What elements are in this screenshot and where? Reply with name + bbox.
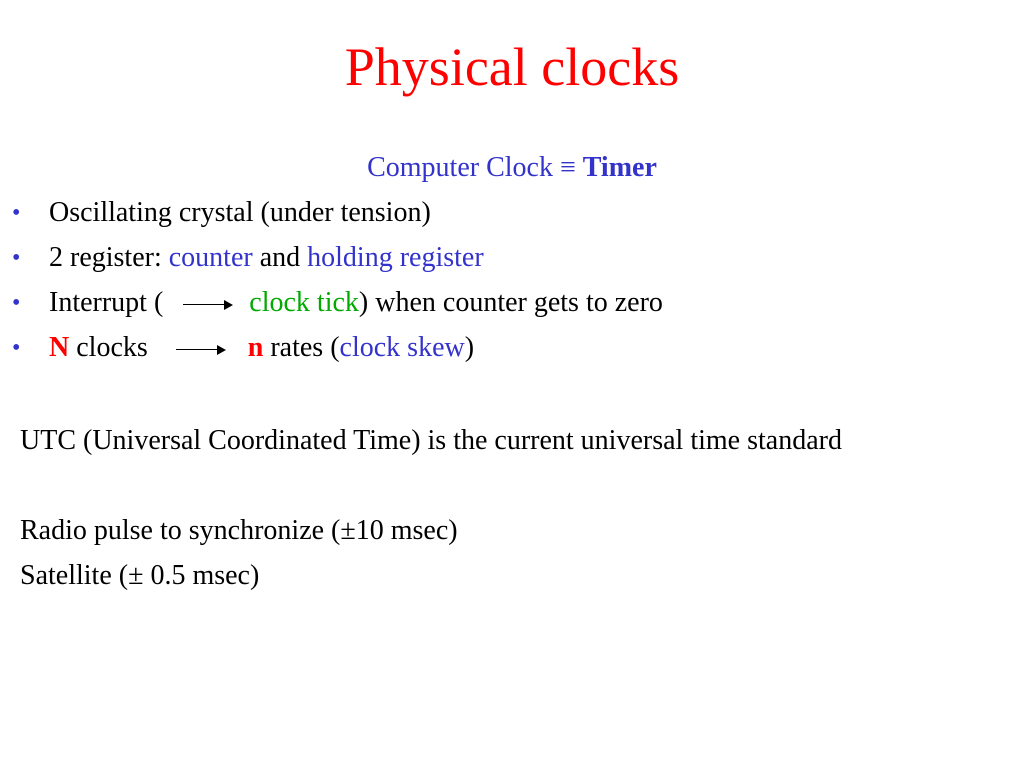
bullet-marker: • [12, 245, 21, 271]
bullet-item-3 [12, 285, 1012, 330]
term-clock-skew: clock skew [339, 332, 465, 363]
bullet-prefix: 2 register: [49, 242, 169, 273]
bullet-middle: clocks [69, 332, 148, 363]
bullet-list [12, 195, 1012, 375]
term-N: N [49, 332, 70, 363]
term-clock-tick: clock tick [249, 287, 359, 318]
term-holding-register: holding register [307, 242, 484, 273]
bullet-text: Oscillating crystal (under tension) [49, 197, 431, 228]
bullet-suffix: ) when counter gets to zero [358, 287, 663, 318]
paragraph-satellite: Satellite (± 0.5 msec) [20, 560, 260, 591]
bullet-item-2 [12, 240, 1012, 285]
subtitle-text: Computer Clock ≡ [367, 152, 583, 183]
term-counter: counter [168, 242, 253, 273]
subtitle-emphasis: Timer [582, 152, 657, 183]
bullet-middle: and [252, 242, 308, 273]
paragraph-utc: UTC (Universal Coordinated Time) is the current universal time standard [20, 425, 842, 456]
bullet-prefix: Interrupt ( [49, 287, 164, 318]
bullet-item-4 [12, 330, 1012, 375]
bullet-middle: rates ( [263, 332, 340, 363]
right-arrow-icon [183, 299, 233, 311]
bullet-marker: • [12, 290, 21, 316]
slide-title: Physical clocks [344, 37, 680, 97]
bullet-marker: • [12, 200, 21, 226]
slide-subtitle [0, 150, 1024, 186]
right-arrow-icon [176, 344, 226, 356]
term-n: n [247, 332, 264, 363]
bullet-item-1 [12, 195, 1012, 240]
bullet-marker: • [12, 335, 21, 361]
bullet-suffix: ) [464, 332, 475, 363]
paragraph-radio-pulse: Radio pulse to synchronize (±10 msec) [20, 515, 458, 546]
